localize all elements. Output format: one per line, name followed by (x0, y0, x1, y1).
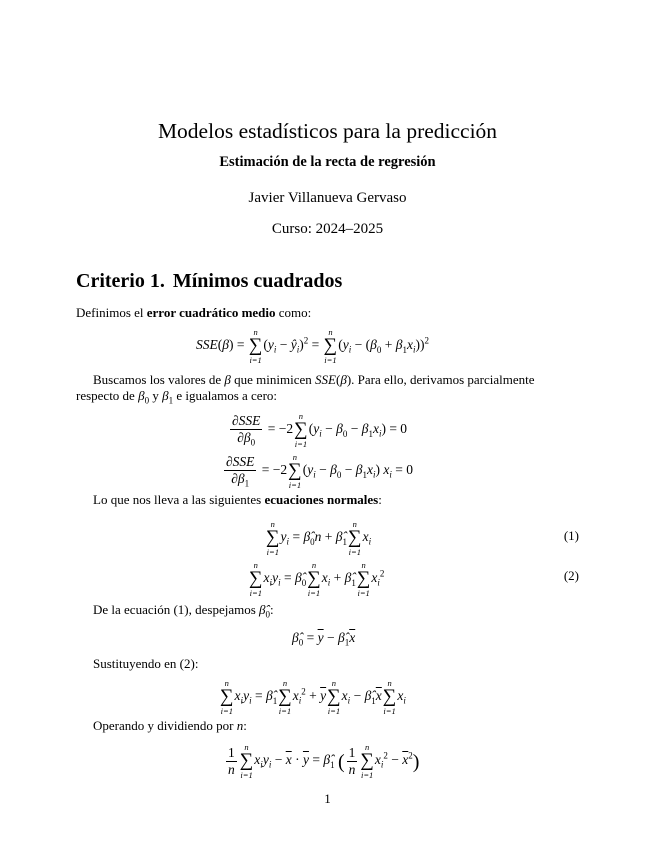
course-year: Curso: 2024–2025 (271, 221, 384, 237)
paragraph-solve-beta0: De la ecuación (1), despejamos $\betâ_0$: (93, 602, 274, 620)
document-subtitle: Estimación de la recta de regresión (219, 154, 436, 170)
bold-term-normal-equations: ecuaciones normales (264, 492, 379, 507)
document-title: Modelos estadísticos para la predicción (157, 119, 498, 143)
normal-equation-2: n ∑ i=1 $x_iy_i$ = $\betâ_0$ n ∑ i=1 $x_i$ + $\betâ_1$ n ∑ i=1 $x_i^2$ (249, 560, 385, 598)
paragraph-normal-equations: Lo que nos lleva a las siguientes ecuaciones normales: (93, 492, 382, 507)
normal-equation-1: n ∑ i=1 $y_i$ = $\betâ_0n$ + $\betâ_1$ n ∑ i=1 $x_i$ (266, 519, 372, 557)
section-number: Criterio 1. (76, 270, 165, 292)
equation-sse: SSE(β) = n ∑ i=1 ($y_i$ − $ŷ_i)^2$ = n ∑ i=1 $(y_i - (\beta_0 + \beta_1x_i))^2$ (196, 327, 429, 365)
equation-number-1: (1) (563, 528, 579, 543)
equation-final: $\frac{1}{n}$ n ∑ i=1 $x_iy_i - \overline{x} \cdot \overline{y}$ = $\betâ_1$ ( $\frac{1}{n}$ n ∑ i=1 $x_i^2 - \overline{x}^2$) (228, 742, 420, 780)
author-name: Javier Villanueva Gervaso (248, 190, 407, 206)
section-heading (76, 270, 342, 293)
paragraph-minimize: Buscamos los valores de β que minimicen SSE(β). Para ello, derivamos parcialmente respecto de $\beta_0$ y $\beta_1$ e igualamos a cero: (76, 372, 535, 406)
page-number: 1 (324, 791, 331, 806)
paragraph-substitute: Sustituyendo en (2): (93, 656, 199, 671)
equation-derivative-beta1: $\frac{\text{∂SSE}}{\partial\beta_1}$ = −2 n ∑ i=1 $(y_i - \beta_0 - \beta_1x_i) x_i = 0$ (226, 452, 413, 490)
equation-derivative-beta0: $\frac{\text{∂SSE}}{\partial\beta_0}$ = −2 n ∑ i=1 $(y_i - \beta_0 - \beta_1x_i) = 0$ (232, 411, 408, 449)
section-title: Mínimos cuadrados (172, 270, 343, 292)
equation-substitution: n ∑ i=1 $x_iy_i$ = $\betâ_1$ n ∑ i=1 $x_i^2 + \overline{y}$ n ∑ i=1 $x_i$ − $\betâ_1\overline{x}$ n ∑ i=1 $x_i$ (220, 678, 406, 716)
equation-beta0-hat: $\betâ_0 = \overline{y}$ − $\betâ_1\overline{x}$ (292, 630, 356, 648)
equation-number-2: (2) (563, 568, 579, 583)
bold-term-error: error cuadrático medio (146, 305, 276, 320)
paragraph-operate: Operando y dividiendo por n: (93, 718, 247, 733)
paragraph-definition: Definimos el error cuadrático medio como: (76, 305, 312, 320)
